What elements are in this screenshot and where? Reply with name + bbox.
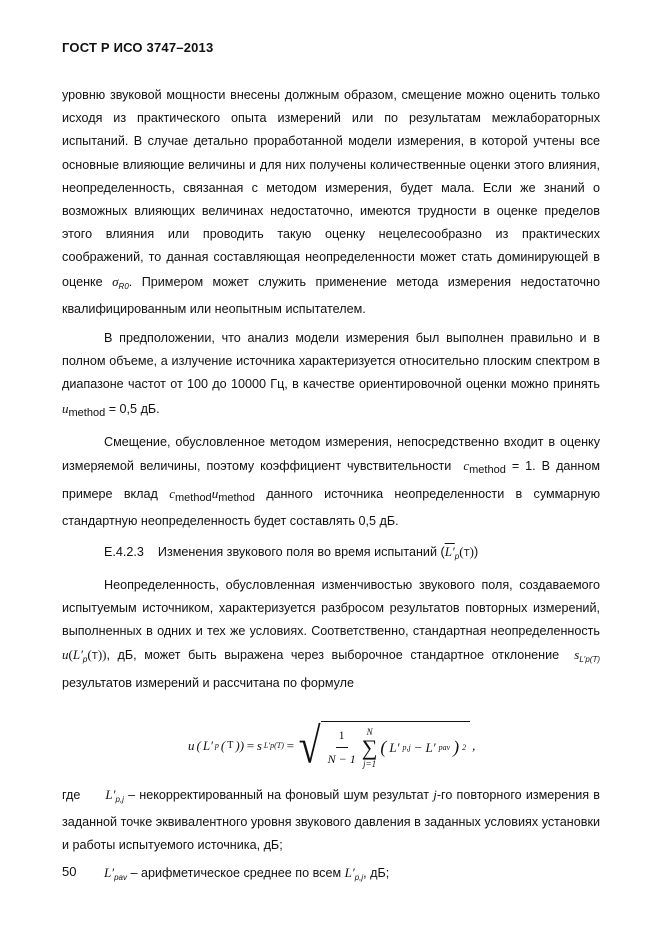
- where-item-2-end: , дБ;: [363, 866, 390, 881]
- where-item-2-sub-2: p,j: [354, 873, 364, 883]
- section-number: E.4.2.3: [104, 544, 144, 559]
- where-item-1-sub: p,j: [115, 794, 124, 804]
- paragraph-1-text: уровню звуковой мощности внесены должным образом, смещение можно оценить только исходя из практического опыта измерений или по результатам межлабораторных испытаний. В случае детально проработанной модели измерения, в которой учтены все основные влияющие величины и для них получены количественные оценки этого влияния, неопределенность, связанная с методом измерения, будет мала. Если же знаний о возможных влияющих величинах недостаточно, имеются трудности в оценке пределов этого влияния или проводить такую оценку нецелесообразно из практических соображений, то данная составляющая неопределенности может стать доминирующей в оценке: [62, 88, 600, 289]
- paragraph-1: [62, 84, 600, 321]
- paragraph-4: Неопределенность, обусловленная изменчивостью звукового поля, создаваемого испытуемым источником, характеризуется разбросом результатов повторных измерений, выполненных в одних и тех же условиях. Соответственно, стандартная неопределенность $u(L'_p(T))$, дБ, может быть выражена через выборочное стандартное отклонение $s_{L'p(T)}$ результатов измерений и рассчитана по формуле: [62, 577, 600, 690]
- u-symbol: u: [62, 647, 69, 663]
- sum-lower: j=1: [363, 758, 377, 769]
- c-method-subscript: method: [469, 464, 506, 477]
- paragraph-4-end: результатов измерений и рассчитана по формуле: [62, 675, 355, 690]
- sqrt: √ $\frac{1}{N - 1}$ N ∑ j=1 ( L′ p,j − L′ pav ) 2: [299, 721, 470, 771]
- f-s-L: L′: [263, 741, 271, 751]
- u-method-subscript-2: method: [218, 492, 255, 505]
- where-item-1-text-b: -го повторного измерения в заданной точке эквивалентного уровня звукового давления в заданных условиях установки и работы испытуемого источника, дБ;: [62, 787, 600, 853]
- u-method-symbol: u: [62, 400, 69, 416]
- paragraph-3: [62, 431, 600, 534]
- f-L: L′: [202, 738, 213, 754]
- where-item-2-symbol: L′: [104, 865, 115, 881]
- c-method-symbol: c: [463, 458, 470, 474]
- paragraph-4-mid: , дБ, может быть выражена через выборочное стандартное отклонение: [106, 648, 560, 663]
- where-item-1-symbol: L′: [105, 786, 116, 802]
- f-Lpj: L′: [389, 739, 400, 755]
- section-heading: E.4.2.3 Изменения звукового поля во время испытаний $(L'_p(T))$: [104, 543, 479, 561]
- f-comma: ,: [472, 738, 476, 754]
- where-label: где: [62, 787, 81, 802]
- where-item-1-j: j: [433, 786, 437, 802]
- f-s-T: T: [276, 741, 282, 751]
- document-body: [62, 84, 600, 890]
- section-symbol-sub: p: [454, 551, 460, 561]
- s-L-sub: p: [585, 655, 590, 665]
- where-item-2-text: – арифметическое среднее по всем: [130, 866, 342, 881]
- fraction-numerator: 1: [336, 724, 348, 748]
- fraction-denominator: N − 1: [327, 752, 356, 767]
- f-u: u: [188, 738, 195, 754]
- paragraph-3-text: Смещение, обусловленное методом измерения, непосредственно входит в оценку измеряемой величины, поэтому коэффициент чувствительности: [62, 434, 600, 474]
- where-item-2-symbol-2: L′: [344, 865, 355, 881]
- u-L-symbol: L′: [72, 647, 83, 663]
- formula-block: [62, 703, 600, 781]
- u-method-subscript: method: [68, 406, 106, 419]
- f-Lpj-sub: p,j: [402, 742, 411, 752]
- paragraph-1-end: . Примером может служить применение метода измерения недостаточно квалифицированным или неопытным испытателем.: [62, 274, 601, 316]
- u-T: T: [91, 651, 98, 663]
- s-L: L′: [579, 655, 586, 665]
- paragraph-3-end: данного источника неопределенности в суммарную стандартную неопределенность будет составлять 0,5 дБ.: [62, 487, 601, 529]
- sum-upper: N: [366, 726, 373, 737]
- formula-expression: u ( L′ p ( T )) = s L′p(T) = √ $\frac{1}{N - 1}$ N ∑ j=1 ( L′ p,j − L′ pav ) 2 ,: [188, 717, 476, 774]
- f-minus: −: [413, 739, 423, 755]
- f-L-sub: p: [214, 741, 219, 751]
- section-symbol-T: T: [463, 547, 470, 559]
- paragraph-2-text: В предположении, что анализ модели измерения был выполнен правильно и в полном объеме, а излучение источника характеризуется относительно плоским спектром в диапазоне частот от 100 до 10000 Гц, в качестве ориентировочной оценки можно принять: [62, 331, 600, 392]
- f-s: s: [256, 738, 262, 754]
- fraction: [325, 724, 359, 771]
- f-Lpav-sub: pav: [438, 742, 451, 752]
- paragraph-2: [62, 327, 600, 425]
- summation: N ∑ j=1: [361, 726, 378, 769]
- c-method-subscript-2: method: [174, 492, 212, 505]
- page-number: 50: [62, 864, 77, 879]
- sigma-symbol: σ: [112, 273, 119, 289]
- where-item-2: [62, 861, 600, 889]
- sigma-subscript: R0: [118, 281, 129, 291]
- where-item-1-text-a: – некорректированный на фоновый шум результат: [128, 787, 430, 802]
- section-close: ): [474, 544, 479, 559]
- where-item-2-sub: pav: [114, 873, 127, 883]
- paragraph-3-mid: = 1. В данном примере вклад: [62, 459, 600, 502]
- s-symbol: s: [574, 647, 580, 663]
- paragraph-4-text: Неопределенность, обусловленная изменчивостью звукового поля, создаваемого испытуемым источником, характеризуется разбросом результатов повторных измерений, выполненных в одних и тех же условиях. Соответственно, стандартная неопределенность: [62, 577, 600, 639]
- u-L-sub: p: [82, 655, 88, 665]
- document-header: ГОСТ Р ИСО 3747–2013: [62, 40, 214, 55]
- f-s-L-sub: p: [270, 741, 275, 751]
- f-Lpav: L′: [425, 739, 436, 755]
- section-title: Изменения звукового поля во время испытаний (: [157, 544, 445, 559]
- u-method-symbol-2: u: [211, 486, 219, 502]
- paragraph-2-end: = 0,5 дБ.: [108, 401, 160, 416]
- c-method-symbol-2: c: [169, 486, 175, 502]
- s-T: T: [592, 655, 598, 665]
- where-item-1: [62, 783, 600, 858]
- f-T: T: [227, 740, 234, 752]
- section-symbol: L′: [444, 543, 455, 559]
